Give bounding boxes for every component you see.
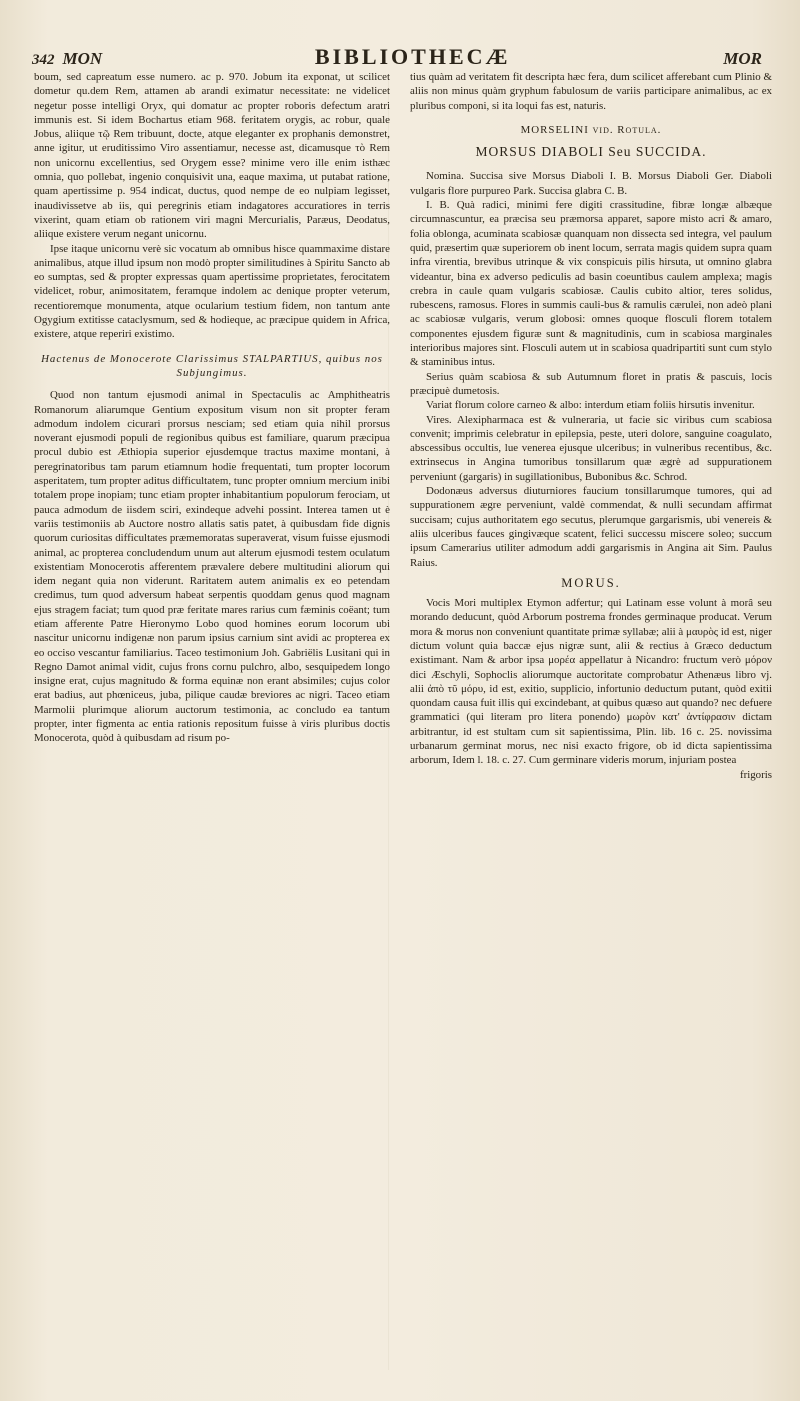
paragraph: Nomina. Succisa sive Morsus Diaboli I. B. Morsus Diaboli Ger. Diaboli vulgaris flore purpureo Park. Succisa glabra C. B. bbox=[410, 170, 772, 197]
paragraph: Vocis Mori multiplex Etymon adfertur; qui Latinam esse volunt à morâ seu morando deducunt, quòd Arborum postrema frondes germinaque producat. Verum mora & morus non conveniunt quantitate primæ syllabæ; alii à μαυρὸς id est, niger dictum volunt quia baccæ ejus nigræ sunt, alii & rectius à Græco deductum existimant. Nam & arbor ipsa μορέα appellatur à Nicandro: fructum verò μόρον dici Æschyli, Sophoclis aliorumque auctoritate comprobatur Athenæus libro vj. alii ἀπὸ τῦ μόρυ, id est, exitio, supplicio, infortunio deductum putant, quòd exitii quondam causa fuit illis qui excindebant, at quibus quæso aut quando? nec defuere grammatici (qui literam pro litera ponendo) μωρὸν κατ' ἀντίφρασιν dictam arbitrantur, id est stultam cum sit sapientissima, Plin. lib. 16 c. 25. novissima urbanarum germinat morus, nec nisi exacto frigore, ob id dicta sapientissima arborum, Idem l. 18. c. 27. Cum germinare videris morum, injuriam postea bbox=[410, 597, 772, 767]
paragraph: Dodonæus adversus diuturniores faucium tonsillarumque tumores, qui ad suppurationem ægre perveniunt, valdè commendat, & nulli secundam affirmat succisam; cujus authoritatem ego secutus, plerumque gargarismis, ubi venereis & aliis ulceribus fauces gingivæque scatent, felici successu miscere soleo; succum ipsum Camerarius utiliter admodum addi gargarismis in Angina ait Sim. Paulus Raius. bbox=[410, 485, 772, 569]
section-note bbox=[34, 352, 390, 381]
cross-reference: MORSELINI vid. Rotula. bbox=[520, 123, 662, 136]
paragraph: Serius quàm scabiosa & sub Autumnum floret in pratis & pascuis, locis præcipuè dumetosis. bbox=[410, 370, 772, 397]
header-left-word: MON bbox=[62, 49, 103, 68]
running-header bbox=[32, 44, 772, 70]
right-column bbox=[410, 70, 772, 782]
catchword: frigoris bbox=[739, 768, 772, 781]
paragraph: I. B. Quà radici, minimi fere digiti crassitudine, fibræ longæ albæque circumnascuntur, ea præcisa seu præmorsa apparet, sapore misto acri & amaro, folia oblonga, acuminata scabiosæ quanquam non dissecta sed integra, vel paulum quid, præsertim quæ superiorem ob inent locum, serrata magis quidem supra quam infra virentia, brevibus utrinque & vix conspicuis pilis hirsuta, ut omnino glabra videantur, bina ex adverso pediculis ad basin coeuntibus caulem amplexa; magis crebra in caule quam vulgaris scabiosæ. Caulis cubito altior, teres solidus, rubescens, ramosus. Flores in summis cauli-bus & ramulis cærulei, non adeò plani ac scabiosæ vulgaris, verum globosi: omnes quoque flosculi florem totalem componentes ejusdem figuræ sunt & magnitudinis, cum in scabiosa marginales interioribus majores sint. Flosculi autem ut in scabiosa quadripartiti sunt cum stylo & staminibus intus. bbox=[410, 199, 772, 369]
entry-heading: MORSUS DIABOLI Seu SUCCIDA. bbox=[475, 144, 707, 160]
entry-heading: MORUS. bbox=[561, 575, 621, 590]
paragraph: tius quàm ad veritatem fit descripta hæc fera, dum scilicet afferebant cum Plinio & aliis non minus quàm gryphum fabulosum de variis participare animalibus, ac ex pluribus componi, si ita loqui fas est, naturis. bbox=[410, 71, 772, 112]
paragraph: Vires. Alexipharmaca est & vulneraria, ut facie sic viribus cum scabiosa convenit; imprimis celebratur in epilepsia, peste, uteri dolore, sanguine coagulato, abscessibus occultis, lue venerea ejusque ulceribus; in vulneribus recentibus, &c. extrinsecus in Angina tumoribus tonsillarum quæ ægrè ad suppurationem perveniunt (gargaris) in sugillationibus, Bubonibus &c. Schrod. bbox=[410, 413, 772, 483]
paragraph: Ipse itaque unicornu verè sic vocatum ab omnibus hisce quammaxime distare animalibus, atque illud ipsum non modò propter similitudines à Spiritu Sancto ab eo sumptas, sed & propter expressas quam apertissime proprietates, ferocitatem videlicet, robur, animositatem, feramque indolem ac denique propter veterum, recentioremque monumenta, atque ocularium testium fidem, non tantum ante Ogygium extitisse cataclysmum, sed & hodieque, ac præcipue quidem in Africa, existere, atque reperiri existimo. bbox=[34, 242, 390, 341]
section-note-text: Hactenus de Monocerote Clarissimus STALPARTIUS, quibus nos Subjungimus. bbox=[41, 352, 383, 379]
header-title: BIBLIOTHECÆ bbox=[314, 44, 511, 69]
header-right-word: MOR bbox=[723, 49, 762, 68]
paragraph: Variat florum colore carneo & albo: interdum etiam foliis hirsutis invenitur. bbox=[426, 399, 755, 412]
page-number: 342 bbox=[32, 52, 55, 68]
paragraph: boum, sed capreatum esse numero. ac p. 970. Jobum ita exponat, ut scilicet dometur qu.dem Rem, attamen ab arandi eximatur necessitate: ne videlicet negetur posse intelligi Oryx, qui domatur ac propter roboris defectum aratri immunis est. Si idem Bochartus etiam 968. feritatem orygis, ac robur, quale Jobus, aliique τῷ Rem tribuunt, docte, atque eleganter ex prophanis demonstret, anne igitur, ut eruditissimo Viro assentiamur, necesse ast, dicamusque τὸ Rem non unicornu excellentius, sed Orygem esse? minime vero ille enim isthæc omnia, quo pollebat, ingenio conquisivit una, eaque maxima, ut putabat ratione, quam apertissime p. 954 indicat, ductus, quod nempe de eo nulpiam legisset, inaudivissetve ab iis, qui peregrinis etiam indagatores accuratiores in terris vixerint, quam etiam ob rationem viri magni Mercurialis, Paræus, Deodatus, aliique existere verum negant unicornu. bbox=[34, 71, 390, 241]
paragraph: Quod non tantum ejusmodi animal in Spectaculis ac Amphitheatris Romanorum aliarumque Gentium expositum visum non sit propter feram admodum indolem cicurari prorsus nesciam; sed etiam quia nihil prorsus noverant ejusmodi populi de regionibus quibus est familiare, quarum præcipua procul dubio est Æthiopia superior ejusdemque tractus maxime montani, à peregrinatoribus tam parum etiamnum hodie frequentati, tum propter locorum asperitatem, tum propter aditus difficultatem, tunc propter omnium mercium inibi totalem prope inopiam; tunc etiam propter inhabitantium populorum ferociam, ut pauca admodum de iisdem sciri, exindeque advehi possint. Interea tamen ut è variis testimoniis ab Auctore nostro allatis satis patet, à quibusdam fide dignis quorum curiositas difficultates præmemoratas superaverat, visum fuisse ejusmodi animal, ac propterea concludendum unum aut alterum ejusmodi testem oculatum existentiam Monocerotis afferentem prævalere debere multitudini aliorum qui idem negant quia non viderunt. Raritatem autem animalis ex eo petendam credimus, tum quod adversum habeat serpentis quoddam genus quod magnam ejus stragem faciat; tum quod præ feritate mares rarius cum fæminis coëant; tum etiam afferente Patre Hieronymo Lobo quod homines eorum locorum ubi nascitur unicornu indigenæ non parum ipsius carnium sint avidi ac propterea ex eo occiso vescantur familiarius. Taceo testimonium Joh. Gabriëlis Lusitani qui in Regno Damot animal vidit, cujus frons cornu pulchro, albo, sesquipedem longo insigne erat, cujus magnitudo & forma equinæ non erant absimiles; cujus color erat badius, aut phœniceus, juba, pilique caudæ breviores ac nigri. Taceo etiam Marmolii plurimque aliorum auctorum testimonia, ac concludo ea tantum propter, inter figmenta ac entia rationis repositum fuisse à viris pluribus doctis Monocerota, quòd à quibusdam ad risum po- bbox=[34, 389, 390, 745]
left-column bbox=[34, 70, 390, 746]
